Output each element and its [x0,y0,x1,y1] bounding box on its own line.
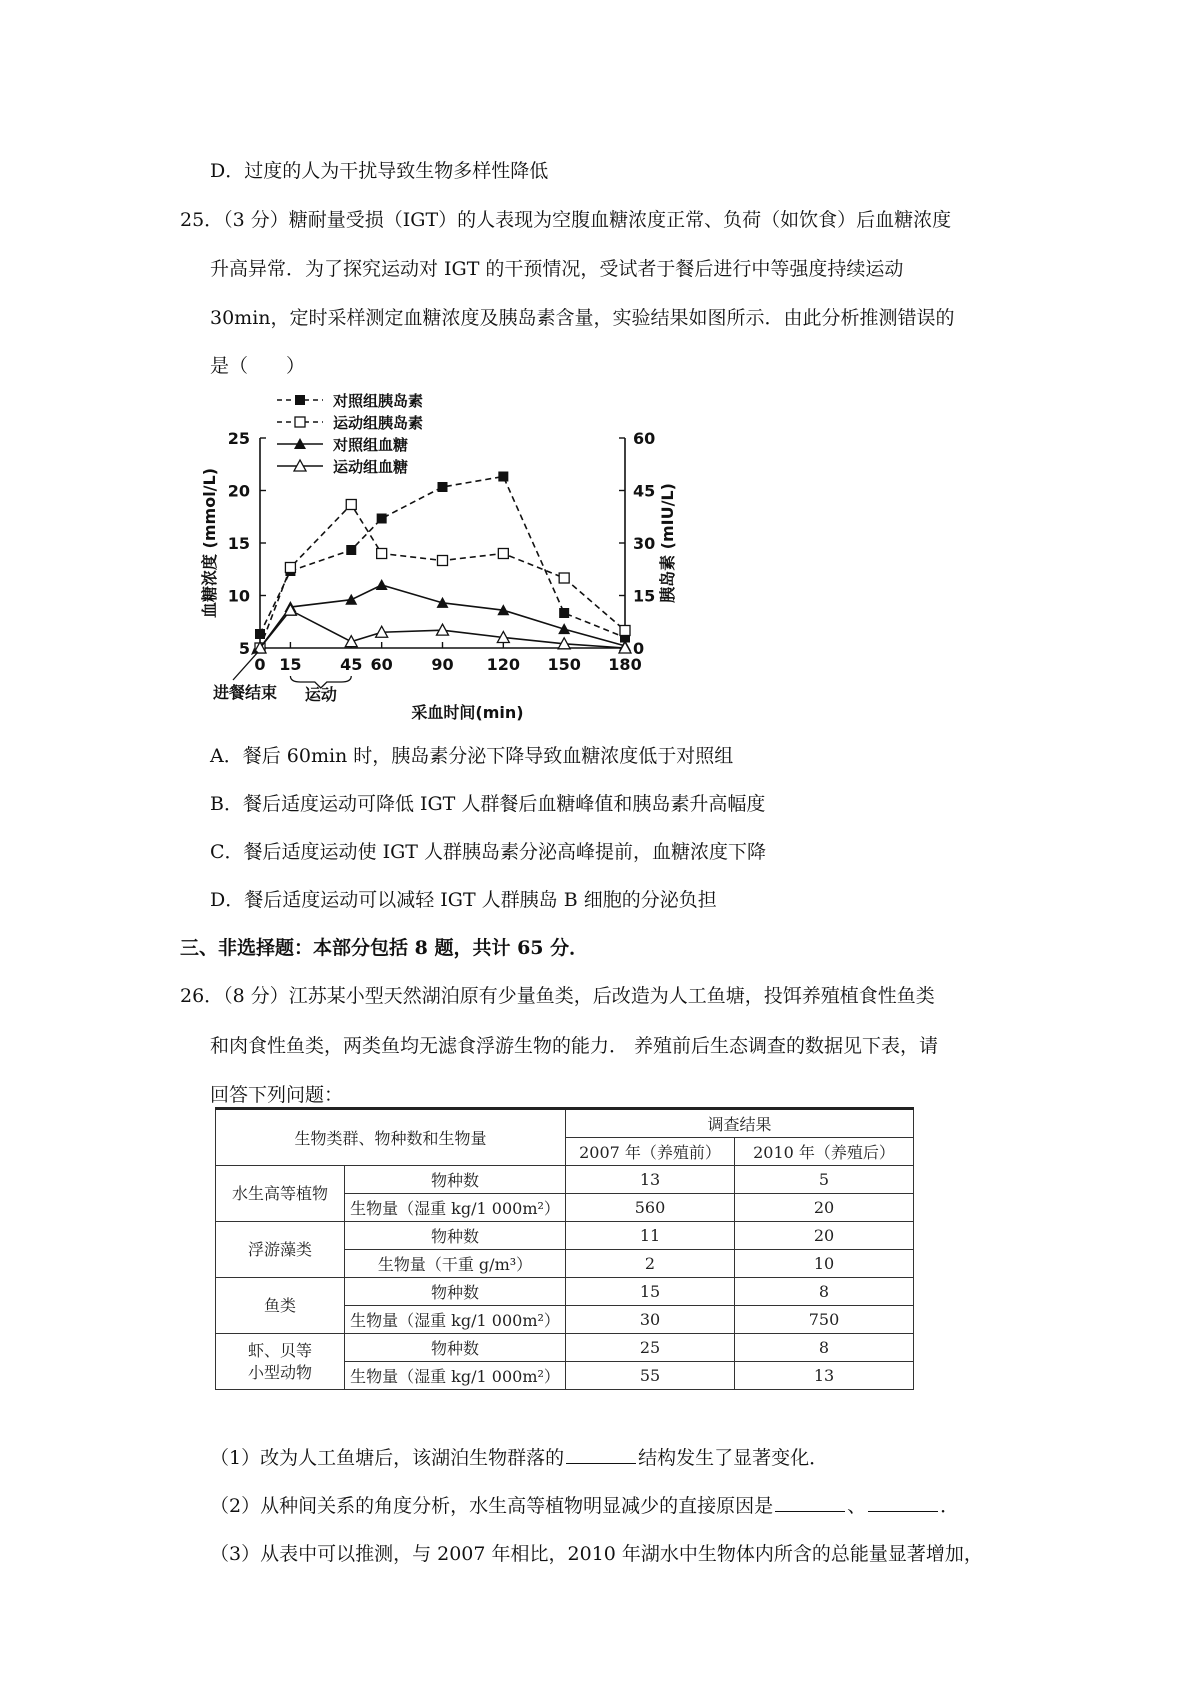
annotation-meal-end: 进餐结束 [212,683,278,702]
left-tick-label: 25 [227,429,250,448]
table-cell: 20 [735,1222,914,1250]
q26-sub-2-sep: 、 [847,1495,867,1517]
chart-labels [200,468,677,722]
q26-stem-line-3: 回答下列问题： [210,1084,344,1106]
answer-blank[interactable] [775,1493,845,1512]
left-tick-label: 10 [227,586,250,606]
data-point-s2 [346,500,356,510]
q25-stem-line-1: 25．（3 分）糖耐量受损（IGT）的人表现为空腹血糖浓度正常、负荷（如饮食）后血糖浓度 [180,209,952,231]
data-point-s2 [377,549,387,559]
data-point-s1 [377,514,387,524]
q25-option-a: A．餐后 60min 时，胰岛素分泌下降导致血糖浓度低于对照组 [210,745,734,767]
x-tick-label: 15 [279,655,302,674]
right-tick-label: 15 [633,586,656,606]
data-point-s1 [346,545,356,555]
table-header-left: 生物类群、物种数和生物量 [216,1109,566,1166]
left-tick-label: 20 [227,481,250,501]
table-row-label: 物种数 [345,1278,566,1306]
table-cell: 11 [566,1222,735,1250]
table-cell: 13 [735,1362,914,1390]
left-tick-label: 15 [227,534,250,553]
left-axis-title: 血糖浓度 (mmol/L) [200,467,219,619]
table-cell: 8 [735,1278,914,1306]
table-cell: 750 [735,1306,914,1334]
data-point-s1 [559,608,569,618]
right-tick-label: 45 [633,481,656,501]
left-tick-label: 5 [238,639,250,658]
table-cell: 560 [566,1194,735,1222]
data-point-s3 [345,594,357,605]
x-tick-label: 0 [254,655,266,674]
data-point-s2 [285,563,295,573]
legend-label: 运动组胰岛素 [333,414,424,432]
legend-marker [295,417,305,427]
q25-stem-line-4: 是（ ） [210,355,306,377]
q26-sub-1 [210,1445,828,1471]
table-cell: 15 [566,1278,735,1306]
data-point-s1 [498,472,508,482]
annotation-exercise: 运动 [304,685,337,704]
table-row-label: 物种数 [345,1334,566,1362]
q25-stem-line-2: 升高异常．为了探究运动对 IGT 的干预情况，受试者于餐后进行中等强度持续运动 [210,258,904,280]
legend-label: 运动组血糖 [333,458,409,476]
series-line-3 [260,585,625,648]
table-cell: 55 [566,1362,735,1390]
table-group-name-line-2: 小型动物 [247,1362,312,1382]
table-col-2010: 2010 年（养殖后） [735,1138,914,1166]
table-row-label: 物种数 [345,1222,566,1250]
data-point-s2 [438,556,448,566]
legend-label: 对照组血糖 [333,436,409,454]
table-cell: 30 [566,1306,735,1334]
table-row-label: 生物量（湿重 kg/1 000m²） [345,1306,566,1334]
table-cell: 25 [566,1334,735,1362]
table-group-name [216,1334,345,1390]
table-row-label: 生物量（湿重 kg/1 000m²） [345,1194,566,1222]
table-cell: 10 [735,1250,914,1278]
table-header-right: 调查结果 [566,1109,914,1138]
table-cell: 20 [735,1194,914,1222]
q25-option-d: D．餐后适度运动可以减轻 IGT 人群胰岛 B 细胞的分泌负担 [210,889,717,911]
q25-option-c: C．餐后适度运动使 IGT 人群胰岛素分泌高峰提前，血糖浓度下降 [210,841,766,863]
chart-series [254,472,631,654]
legend-label: 对照组胰岛素 [333,392,424,410]
q26-stem-line-2: 和肉食性鱼类，两类鱼均无滤食浮游生物的能力． 养殖前后生态调查的数据见下表，请 [210,1035,939,1057]
data-point-s2 [620,626,630,636]
table-group-name: 鱼类 [216,1278,345,1334]
q26-sub-2 [210,1493,959,1519]
legend-marker [295,395,305,405]
right-tick-label: 30 [633,534,656,553]
table-cell: 13 [566,1166,735,1194]
glucose-insulin-chart [195,388,715,733]
x-tick-label: 150 [547,655,581,674]
q25-option-b: B．餐后适度运动可降低 IGT 人群餐后血糖峰值和胰岛素升高幅度 [210,793,766,815]
table-cell: 2 [566,1250,735,1278]
q25-stem-line-3: 30min，定时采样测定血糖浓度及胰岛素含量，实验结果如图所示．由此分析推测错误的 [210,307,955,329]
x-tick-label: 120 [486,655,521,674]
x-tick-label: 180 [608,655,642,674]
table-row-label: 生物量（干重 g/m³） [345,1250,566,1278]
q26-stem-line-1: 26．（8 分）江苏某小型天然湖泊原有少量鱼类，后改造为人工鱼塘，投饵养殖植食性鱼类 [180,985,935,1007]
x-axis-title: 采血时间(min) [411,703,524,722]
data-point-s2 [498,549,508,559]
table-group-name-line-1: 虾、贝等 [247,1340,312,1360]
survey-table [215,1107,914,1390]
data-point-s1 [438,482,448,492]
table-col-2007: 2007 年（养殖前） [566,1138,735,1166]
right-axis-title: 胰岛素 (mIU/L) [658,483,677,603]
right-tick-label: 60 [633,429,656,448]
answer-blank[interactable] [566,1445,636,1464]
right-tick-label: 0 [633,639,645,658]
x-tick-label: 60 [370,655,393,674]
table-group-name: 浮游藻类 [216,1222,345,1278]
section-3-heading: 三、非选择题：本部分包括 8 题，共计 65 分． [180,937,589,959]
q26-sub-2-text: （2）从种间关系的角度分析，水生高等植物明显减少的直接原因是 [210,1495,774,1517]
data-point-s2 [559,573,569,583]
q26-sub-1-text-a: （1）改为人工鱼塘后，该湖泊生物群落的 [210,1447,565,1469]
table-group-name: 水生高等植物 [216,1166,345,1222]
table-row-label: 生物量（湿重 kg/1 000m²） [345,1362,566,1390]
chart-legend [277,392,423,476]
q26-sub-3: （3）从表中可以推测，与 2007 年相比，2010 年湖水中生物体内所含的总能量显著增加， [210,1543,983,1565]
table-cell: 5 [735,1166,914,1194]
data-point-s3 [376,579,388,590]
table-row-label: 物种数 [345,1166,566,1194]
table-cell: 8 [735,1334,914,1362]
answer-blank[interactable] [868,1493,938,1512]
q26-sub-1-text-b: 结构发生了显著变化． [638,1447,829,1469]
q26-sub-2-end: ． [940,1495,960,1517]
prev-option-d: D．过度的人为干扰导致生物多样性降低 [210,160,549,182]
x-tick-label: 45 [340,655,363,674]
x-tick-label: 90 [431,655,454,674]
